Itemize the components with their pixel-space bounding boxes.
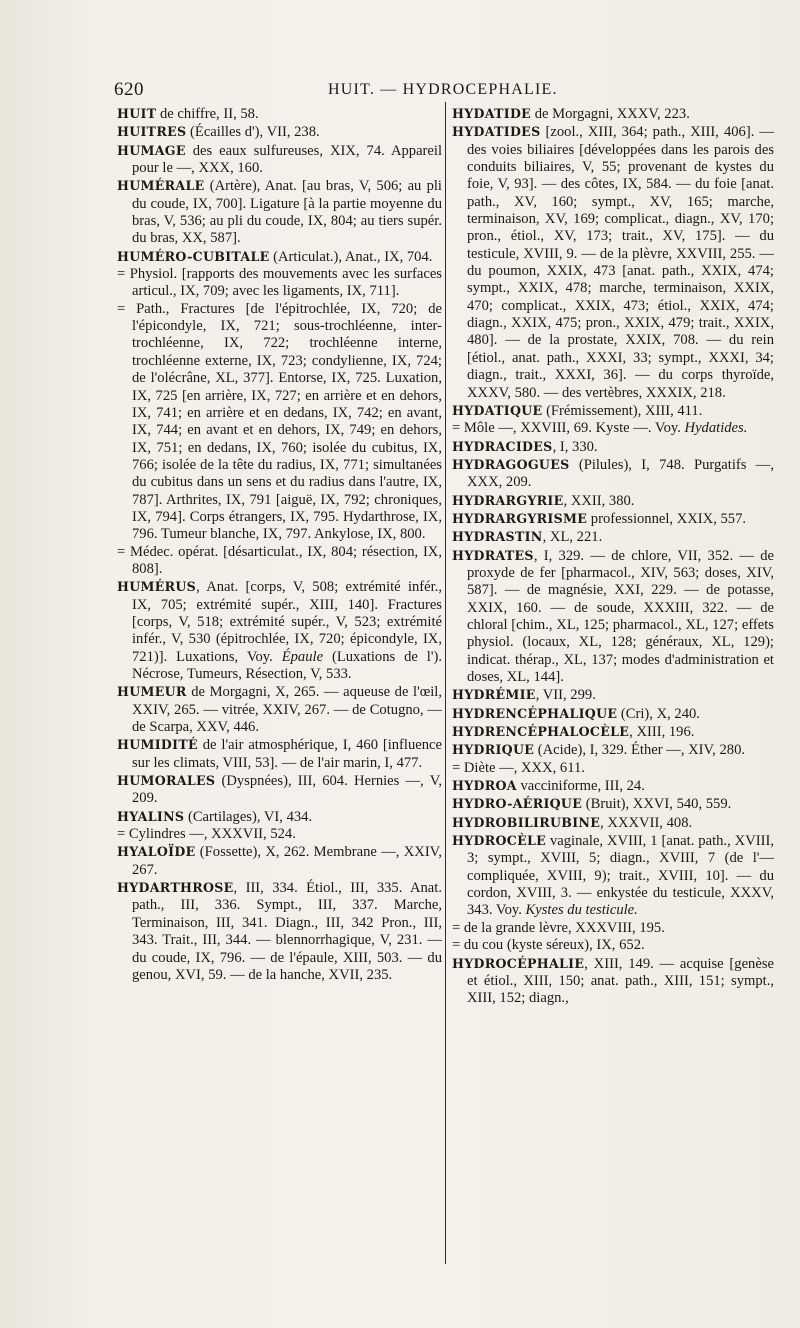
entry-text: (Artère), Anat. [au bras, V, 506; au pli du coude, IX, 700]. Ligature [à la partie moyenne du bras, V, 536; au pli du coude, IX, 804; au tiers supér. du bras, XX, 587].	[132, 178, 442, 247]
entry-text: = Path., Fractures [de l'épitrochlée, IX, 720; de l'épicondyle, IX, 721; sous-trochléenne, inter-trochléenne, IX, 722; trochléenne interne, trochléenne externe, IX, 723; condylienne, IX, 724; de l'olécrâne, XL, 377]. Entorse, IX, 725. Luxation, IX, 725 [en arrière, IX, 727; en arrière et en dehors, IX, 741; en arrière et en dedans, IX, 742; en avant, IX, 744; en avant et en dehors, IX, 749; en dehors, IX, 751; en dedans, IX, 760; isolée du cubitus, IX, 766; isolée de la tête du radius, IX, 771; simultanées du cubitus dans un sens et du radius dans l'autre, IX, 787]. Arthrites, IX, 791 [aiguë, IX, 792; chroniques, IX, 794]. Corps étrangers, IX, 795. Hydarthrose, IX, 796. Tumeur blanche, IX, 797. Ankylose, IX, 800.	[117, 300, 442, 543]
entry-text: , XL, 221.	[542, 529, 603, 546]
entry-headword: HUMEUR	[117, 684, 187, 700]
column-divider	[445, 102, 446, 1264]
entry-text: (Articulat.), Anat., IX, 704.	[269, 248, 433, 265]
entry-text: , XXXVII, 408.	[600, 814, 693, 831]
entry-text: de l'air atmosphérique, I, 460 [influence sur les climats, VIII, 53]. — de l'air marin, I, 477.	[132, 737, 442, 771]
entry-text: , VII, 299.	[535, 687, 596, 704]
entry-headword: HYDRENCÉPHALIQUE	[452, 705, 618, 721]
entry-text: (Pilules), I, 748. Purgatifs —, XXX, 209.	[467, 456, 774, 491]
entry-text: = du cou (kyste séreux), IX, 652.	[452, 937, 645, 954]
page-number: 620	[114, 79, 144, 100]
index-entry	[452, 705, 774, 723]
entry-text: (Frémissement), XIII, 411.	[542, 402, 703, 419]
entry-text: professionnel, XXIX, 557.	[587, 510, 747, 527]
index-entry	[452, 955, 774, 1008]
entry-headword: HYALOÏDE	[117, 844, 196, 860]
index-entry	[452, 105, 774, 123]
index-entry	[117, 544, 442, 579]
entry-text: (Fossette), X, 262. Membrane —, XXIV, 267.	[132, 844, 442, 878]
index-entry	[117, 142, 442, 178]
entry-text: (Dyspnées), III, 604. Hernies —, V, 209.	[132, 773, 442, 807]
entry-crossref: Kystes du testicule.	[525, 902, 638, 919]
entry-headword: HUMÉRUS	[117, 579, 197, 595]
index-entry	[117, 843, 442, 879]
entry-text: [zool., XIII, 364; path., XIII, 406]. — des voies biliaires [développées dans les parois des conduits biliaires, V, 55; provenant de kystes du foie, V, 93]. — des côtes, IX, 584. — du foie [anat. path., XV, 160; sympt., XV, 165; marche, terminaison, XV, 169; complicat., diagn., XV, 170; pron., étiol., XV, 173; trait., XV, 175]. — du testicule, XVIII, 9. — de la plèvre, XXVIII, 255. — du poumon, XXIX, 473 [anat. path., XXIX, 474; sympt., XXIX, 478; marche, terminaison, XXIX, 470; complicat., XXIX, 473; étiol., XXIX, 474; diagn., XXIX, 475; pron., XXIX, 479; trait., XXIX, 480]. — de la prostate, XXIX, 708. — du rein [étiol., anat. path., XXXI, 33; sympt., XXXI, 34; diagn., trait., XXXI, 36]. — du corps thyroïde, XXXV, 580. — des vertèbres, XXXIX, 218.	[467, 124, 774, 401]
entry-text: = Cylindres —, XXXVII, 524.	[117, 826, 296, 843]
index-entry	[452, 686, 774, 704]
entry-headword: HUMORALES	[117, 773, 216, 789]
entry-headword: HYDATIQUE	[452, 402, 543, 418]
entry-headword: HYALINS	[117, 808, 185, 824]
entry-text: , XIII, 149. — acquise [genèse et étiol., XIII, 150; anat. path., XIII, 151; sympt., XIII, 152; diagn.,	[467, 955, 774, 1007]
entry-text: = Diète —, XXX, 611.	[452, 759, 585, 776]
entry-text: = de la grande lèvre, XXXVIII, 195.	[452, 919, 665, 936]
entry-headword: HYDRÉMIE	[452, 687, 536, 703]
index-entry	[452, 456, 774, 492]
index-entry	[452, 420, 774, 437]
entry-text: = Môle —, XXVIII, 69. Kyste —. Voy.	[452, 420, 685, 437]
entry-text: vacciniforme, III, 24.	[516, 778, 645, 795]
index-entry	[117, 578, 442, 683]
entry-headword: HYDRATES	[452, 547, 534, 563]
entry-headword: HUMÉRO-CUBITALE	[117, 248, 270, 264]
entry-text: (Acide), I, 329. Éther —, XIV, 280.	[534, 742, 746, 759]
index-entry	[452, 723, 774, 741]
entry-headword: HYDROCÈLE	[452, 833, 547, 849]
entry-headword: HYDRASTIN	[452, 529, 543, 545]
index-entry	[452, 760, 774, 777]
entry-headword: HYDROCÉPHALIE	[452, 955, 585, 971]
entry-text: de Morgagni, XXXV, 223.	[531, 106, 690, 122]
index-entry	[452, 920, 774, 937]
entry-text: = Médec. opérat. [désarticulat., IX, 804; résection, IX, 808].	[117, 543, 442, 577]
index-entry	[117, 248, 442, 266]
entry-text: , XXII, 380.	[563, 492, 635, 509]
index-entry	[452, 547, 774, 687]
entry-headword: HYDRENCÉPHALOCÈLE	[452, 724, 630, 740]
entry-headword: HYDRARGYRISME	[452, 510, 588, 526]
entry-headword: HYDRO-AÉRIQUE	[452, 796, 583, 812]
index-entry	[452, 832, 774, 920]
index-entry	[452, 937, 774, 954]
entry-headword: HYDARTHROSE	[117, 880, 234, 896]
entry-headword: HUMÉRALE	[117, 178, 205, 194]
index-entry	[117, 683, 442, 736]
entry-headword: HYDRACIDES	[452, 438, 553, 454]
entry-text: , I, 329. — de chlore, VII, 352. — de proxyde de fer [pharmacol., XIV, 563; doses, XIV, 587]. — de magnésie, XXI, 229. — de potasse, XXIX, 160. — de soude, XXXIII, 322. — de chloral [chim., XL, 125; pharmacol., XL, 127; effets physiol. (locaux, XL, 128; généraux, XL, 129); indicat. thérap., XL, 137; modes d'administration et doses, XL, 144].	[467, 547, 774, 685]
entry-headword: HUMIDITÉ	[117, 737, 198, 753]
index-entry	[452, 438, 774, 456]
index-entry	[117, 772, 442, 808]
entry-text: , III, 334. Étiol., III, 335. Anat. path., III, 336. Sympt., III, 337. Marche, Terminaison, III, 341. Diagn., III, 342 Pron., III, 343. Trait., III, 344. — blennorrhagique, V, 231. — du coude, IX, 796. — de l'épaule, XIII, 503. — du genou, XVI, 59. — de la hanche, XVII, 235.	[132, 880, 442, 983]
entry-text: = Physiol. [rapports des mouvements avec les surfaces articul., IX, 709; avec les ligaments, IX, 711].	[117, 266, 442, 300]
entry-headword: HYDATIDE	[452, 106, 532, 121]
entry-headword: HYDRARGYRIE	[452, 492, 564, 508]
index-entry	[452, 528, 774, 546]
index-entry	[452, 777, 774, 795]
entry-headword: HYDRIQUE	[452, 742, 535, 758]
index-entry	[117, 105, 442, 123]
entry-text: (Cri), X, 240.	[617, 705, 700, 722]
entry-text: (Écailles d'), VII, 238.	[186, 124, 320, 141]
entry-text: (Bruit), XXVI, 540, 559.	[582, 796, 732, 813]
index-entry	[452, 402, 774, 420]
index-entry	[117, 266, 442, 301]
index-entry	[117, 301, 442, 544]
entry-crossref: Hydatides.	[684, 420, 748, 437]
entry-text: , Anat. [corps, V, 508; extrémité infér., IX, 705; extrémité supér., XIII, 140]. Fractures [corps, V, 518; extrémité supér., V, 523; extrémité infér., V, 530 (épitrochlée, IX, 720; épicondyle, IX, 721)]. Luxations, Voy.	[132, 579, 442, 665]
index-entry	[452, 492, 774, 510]
index-entry	[452, 795, 774, 813]
entry-headword: HYDATIDES	[452, 124, 541, 140]
index-entry	[117, 879, 442, 984]
entry-headword: HYDROBILIRUBINE	[452, 814, 601, 830]
entry-headword: HUMAGE	[117, 142, 186, 158]
entry-text: de Morgagni, X, 265. — aqueuse de l'œil, XXIV, 265. — vitrée, XXIV, 267. — de Cotugno, — de Scarpa, XXV, 446.	[132, 684, 442, 736]
entry-crossref: Épaule	[281, 648, 324, 665]
entry-text: (Cartilages), VI, 434.	[184, 808, 313, 825]
entry-text-tail: (Luxations de l'). Nécrose, Tumeurs, Résection, V, 533.	[132, 648, 442, 682]
index-entry	[452, 123, 774, 402]
index-entry	[117, 808, 442, 826]
index-entry	[452, 510, 774, 528]
entry-text: , XIII, 196.	[629, 724, 695, 741]
running-head: HUIT. — HYDROCEPHALIE.	[328, 81, 558, 98]
index-entry	[117, 826, 442, 843]
entry-text: vaginale, XVIII, 1 [anat. path., XVIII, 3; sympt., XVIII, 5; diagn., XVIII, 7 (de l'— compliquée, XVIII, 9); trait., XVIII, 10]. — du cordon, XVIII, 3. — enkystée du testicule, XXXV, 343. Voy.	[467, 833, 774, 919]
entry-text: de chiffre, II, 58.	[156, 106, 259, 122]
left-column	[117, 105, 442, 984]
index-entry	[117, 123, 442, 141]
index-entry	[117, 736, 442, 772]
entry-text: , I, 330.	[552, 438, 598, 455]
index-entry	[452, 741, 774, 759]
entry-headword: HUIT	[117, 106, 157, 121]
entry-headword: HYDRAGOGUES	[452, 456, 570, 472]
index-entry	[452, 814, 774, 832]
right-column	[452, 105, 774, 1008]
index-entry	[117, 177, 442, 247]
entry-headword: HYDROA	[452, 778, 517, 794]
entry-headword: HUITRES	[117, 124, 187, 140]
entry-text: des eaux sulfureuses, XIX, 74. Appareil pour le —, XXX, 160.	[132, 142, 442, 177]
